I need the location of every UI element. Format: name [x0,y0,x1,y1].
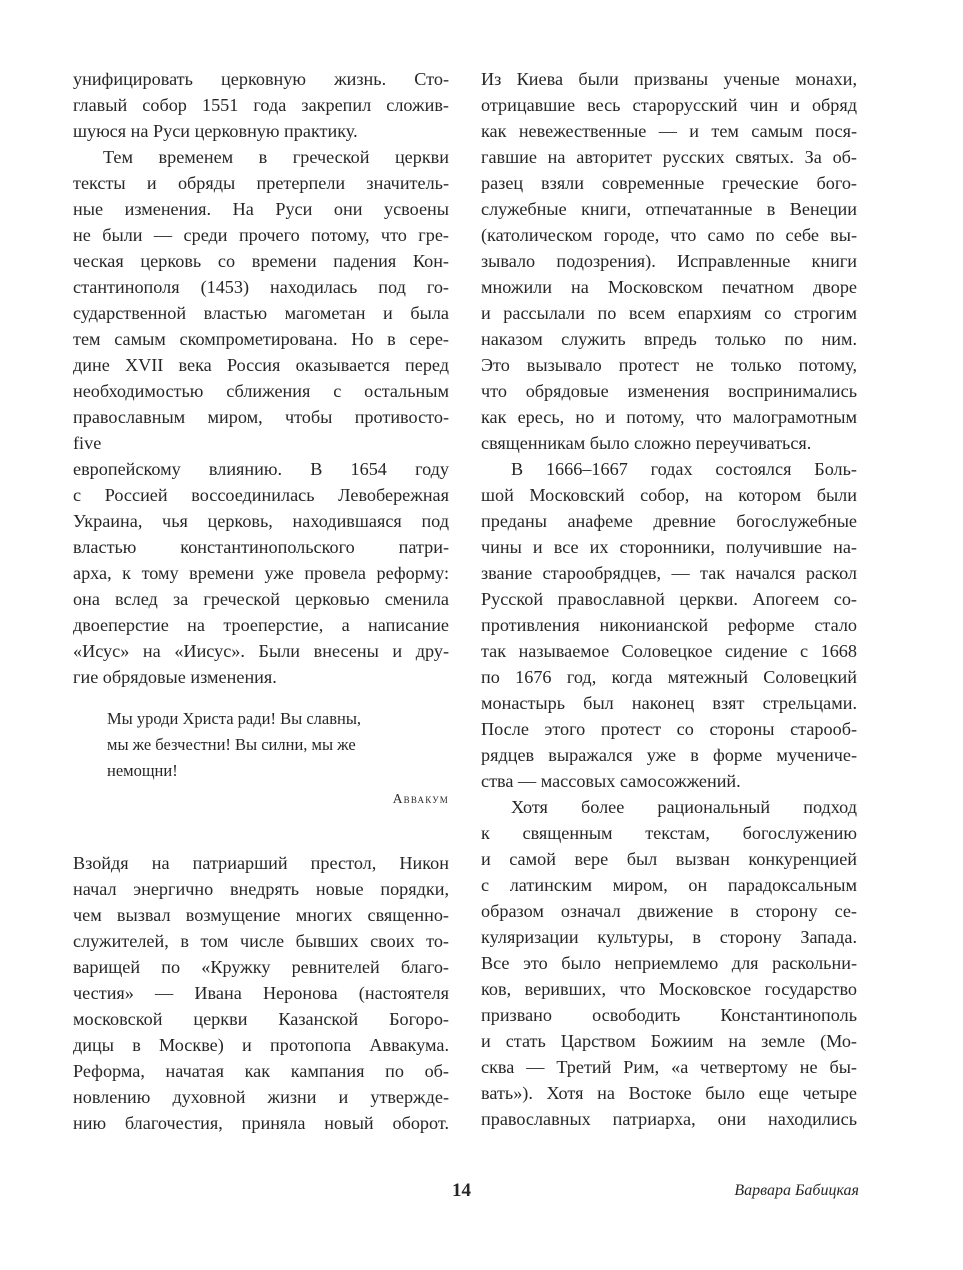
text-line: священникам было сложно переучиваться. [481,433,812,453]
text-line: Реформа, начатая как кампания по об- [73,1061,449,1081]
text-line: Русской православной церкви. Апогеем со- [481,589,857,609]
text-line: служебные книги, отпечатанные в Венеции [481,199,857,219]
text-line: вать»). Хотя на Востоке было еще четыре [481,1083,857,1103]
text-line: разец взяли современные греческие бого- [481,173,857,193]
running-footer-author: Варвара Бабицкая [734,1182,859,1199]
page-number: 14 [452,1180,471,1201]
text-line: five [73,433,102,453]
text-line: (католическом городе, что само по себе вы- [481,225,857,245]
text-line: отрицавшие весь старорусский чин и обряд [481,95,857,115]
text-line: противления никонианской реформе стало [481,615,857,635]
text-line: к священным текстам, богослужению [481,823,857,843]
text-line: множили на Московском печатном дворе [481,277,857,297]
paragraph-3 [73,850,449,1136]
text-line: зывало подозрения). Исправленные книги [481,251,857,271]
text-line: варищей по «Кружку ревнителей благо- [73,957,449,977]
text-line: ства — массовых самосожжений. [481,771,741,791]
text-line: наказом служить впредь только по ним. [481,329,857,349]
text-line: Тем временем в греческой церкви [103,147,449,167]
text-line: призвано освободить Константинополь [481,1005,857,1025]
text-line: После этого протест со стороны старооб- [481,719,857,739]
text-line: честия» — Ивана Неронова (настоятеля [73,983,449,1003]
text-line: не были — среди прочего потому, что гре- [73,225,449,245]
epigraph-author: Аввакум [392,791,449,806]
text-line: что обрядовые изменения воспринимались [481,381,857,401]
text-line: необходимостью сближения с остальным [73,381,449,401]
paragraph-1 [481,66,857,456]
text-line: с латинским миром, он парадоксальным [481,875,857,895]
text-line: и самой вере был вызван конкуренцией [481,849,857,869]
text-line: звание старообрядцев, — так начался раскол [481,563,857,583]
text-line: московской церкви Казанской Богоро- [73,1009,449,1029]
text-line: сква — Третий Рим, «а четвертому не бы- [481,1057,857,1077]
text-line: ческая церковь со времени падения Кон- [73,251,449,271]
text-line: властью константинопольского патри- [73,537,449,557]
text-line: сударственной властью магометан и была [73,303,449,323]
paragraph-3 [481,794,857,1132]
text-line: арха, к тому времени уже провела реформу: [73,563,449,583]
text-line: и рассылали по всем епархиям со строгим [481,303,857,323]
text-line: Украина, чья церковь, находившаяся под [73,511,449,531]
right-column [481,66,857,1132]
text-line: Из Киева были призваны ученые монахи, [481,69,857,89]
text-line: как ересь, но и потому, что малограмотным [481,407,857,427]
text-line: ные изменения. На Руси они усвоены [73,199,449,219]
text-line: так называемое Соловецкое сидение с 1668 [481,641,857,661]
text-line: по 1676 год, когда мятежный Соловецкий [481,667,857,687]
epigraph [73,706,449,812]
text-line: монастырь был наконец взят стрельцами. [481,693,857,713]
paragraph-1 [73,66,449,144]
text-line: и стать Царством Божиим на земле (Мо- [481,1031,857,1051]
text-line: европейскому влиянию. В 1654 году [73,459,449,479]
paragraph-2 [481,456,857,794]
text-line: главый собор 1551 года закрепил сложив- [73,95,449,115]
text-line: служителей, в том числе бывших своих то- [73,931,449,951]
text-line: гавшие на авторитет русских святых. За об- [481,147,857,167]
text-line: православных патриарха, они находились [481,1109,857,1129]
text-line: дине XVII века Россия оказывается перед [73,355,449,375]
text-line: православным миром, чтобы противосто- [73,407,449,427]
text-line: преданы анафеме древние богослужебные [481,511,857,531]
text-line: она вслед за греческой церковью сменила [73,589,449,609]
text-line: чем вызвал возмущение многих священно- [73,905,449,925]
text-line: Хотя более рациональный подход [511,797,857,817]
text-line: двоеперстие на троеперстие, а написание [73,615,449,635]
text-line: дицы в Москве) и протопопа Аввакума. [73,1035,449,1055]
text-line: Взойдя на патриарший престол, Никон [73,853,449,873]
text-line: рядцев выражался уже в форме мучениче- [481,745,857,765]
text-line: гие обрядовые изменения. [73,667,277,687]
text-line: тексты и обряды претерпели значитель- [73,173,449,193]
text-line: Это вызывало протест не только потому, [481,355,857,375]
text-line: тем самым скомпрометирована. Но в сере- [73,329,449,349]
text-line: Все это было неприемлемо для раскольни- [481,953,857,973]
epigraph-line: мы же безчестни! Вы силни, мы же [107,735,356,754]
text-line: куляризации культуры, в сторону Запада. [481,927,857,947]
spacer [73,828,449,850]
page-footer [0,1180,963,1210]
text-line: новлению духовной жизни и утвержде- [73,1087,449,1107]
text-line: стантинополя (1453) находилась под го- [73,277,449,297]
text-line: образом означал движение в сторону се- [481,901,857,921]
text-line: шуюся на Руси церковную практику. [73,121,358,141]
text-line: начал энергично внедрять новые порядки, [73,879,449,899]
text-line: шой Московский собор, на котором были [481,485,857,505]
text-line: ков, веривших, что Московское государство [481,979,857,999]
epigraph-line: Мы уроди Христа ради! Вы славны, [107,709,362,728]
text-line: нию благочестия, приняла новый оборот. [73,1113,449,1133]
paragraph-2 [73,144,449,690]
text-line: с Россией воссоединилась Левобережная [73,485,449,505]
text-line: унифицировать церковную жизнь. Сто- [73,69,449,89]
text-line: чины и все их сторонники, получившие на- [481,537,857,557]
text-line: «Исус» на «Иисус». Были внесены и дру- [73,641,449,661]
left-column [73,66,449,1136]
text-line: как невежественные — и тем самым пося- [481,121,857,141]
text-line: В 1666–1667 годах состоялся Боль- [511,459,857,479]
epigraph-line: немощни! [107,761,178,780]
